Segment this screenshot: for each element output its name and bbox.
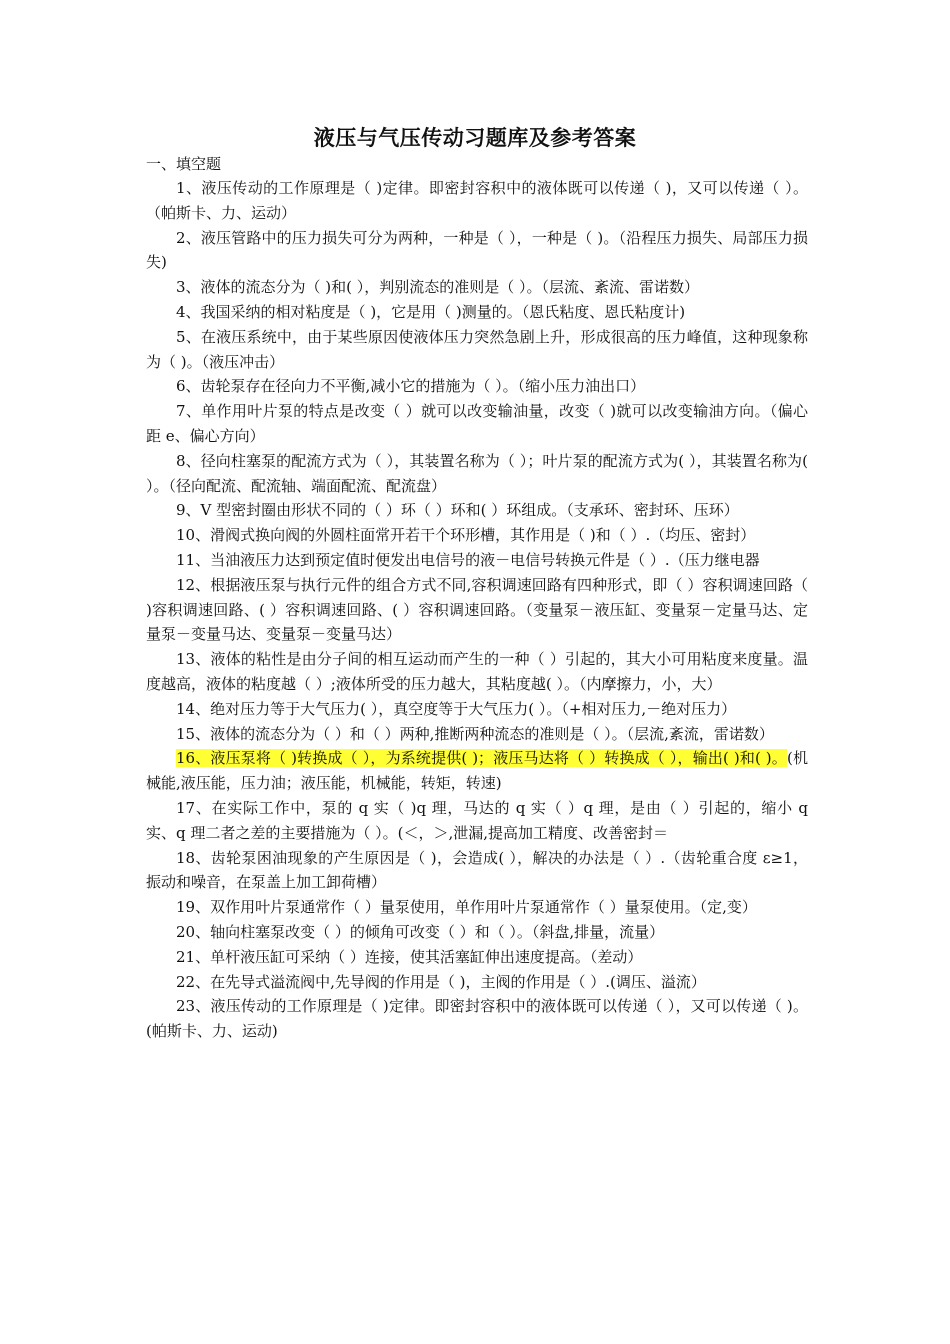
question-list	[146, 176, 808, 1044]
question-item: 14、绝对压力等于大气压力( ），真空度等于大气压力( ）。（+相对压力,－绝对压力）	[176, 699, 737, 718]
question-item: 11、当油液压力达到预定值时便发出电信号的液－电信号转换元件是（ ）.（压力继电器	[176, 550, 760, 569]
question-item: 1、液压传动的工作原理是（ )定律。即密封容积中的液体既可以传递（ )，又可以传递（ ）。（帕斯卡、力、运动）	[146, 179, 808, 222]
question-item: 22、在先导式溢流阀中,先导阀的作用是（ )，主阀的作用是（ ）.(调压、溢流）	[176, 972, 706, 991]
question-item: 13、液体的粘性是由分子间的相互运动而产生的一种（ ）引起的，其大小可用粘度来度量。温度越高，液体的粘度越（ ）;液体所受的压力越大，其粘度越( ）。（内摩擦力，小，大）	[146, 650, 808, 693]
question-item: 17、在实际工作中，泵的 q 实（ )q 理，马达的 q 实（ ）q 理，是由（ ）引起的，缩小 q 实、q 理二者之差的主要措施为（ ）。(＜，＞,泄漏,提高加工精度、改善密封＝	[146, 798, 808, 842]
document-title: 液压与气压传动习题库及参考答案	[313, 126, 637, 150]
question-item: 12、根据液压泵与执行元件的组合方式不同,容积调速回路有四种形式，即（ ）容积调速回路（ )容积调速回路、( ）容积调速回路、( ）容积调速回路。（变量泵－液压缸、变量泵－定量马达、定量泵－变量马达、变量泵－变量马达）	[146, 575, 808, 644]
question-item: 19、双作用叶片泵通常作（ ）量泵使用，单作用叶片泵通常作（ ）量泵使用。（定,变）	[176, 898, 757, 917]
question-item: 8、径向柱塞泵的配流方式为（ ），其装置名称为（ ）；叶片泵的配流方式为( ），其装置名称为( ）。（径向配流、配流轴、端面配流、配流盘）	[146, 451, 808, 495]
question-item: 20、轴向柱塞泵改变（ ）的倾角可改变（ ）和（ ）。（斜盘,排量，流量）	[176, 922, 665, 941]
question-item: 10、滑阀式换向阀的外圆柱面常开若干个环形槽，其作用是（ )和（ ）.（均压、密封）	[176, 526, 756, 545]
answer-text: (机械能,液压能，压力油；液压能，机械能，转矩，转速)	[146, 749, 809, 793]
question-item: 2、液压管路中的压力损失可分为两种，一种是（ ），一种是（ )。（沿程压力损失、局部压力损失)	[146, 228, 808, 272]
question-item: 9、V 型密封圈由形状不同的（ ）环（ ）环和( ）环组成。（支承环、密封环、压环）	[176, 501, 739, 520]
question-item: 7、单作用叶片泵的特点是改变（ ）就可以改变输油量，改变（ )就可以改变输油方向。（偏心距 e、偏心方向）	[146, 402, 808, 445]
question-item: 6、齿轮泵存在径向力不平衡,减小它的措施为（ ）。（缩小压力油出口）	[176, 377, 646, 396]
question-item: 21、单杆液压缸可采纳（ ）连接，使其活塞缸伸出速度提高。（差动）	[176, 947, 643, 966]
question-item-highlighted	[146, 746, 808, 796]
section-heading: 一、填空题	[146, 155, 222, 173]
question-item: 5、在液压系统中，由于某些原因使液体压力突然急剧上升，形成很高的压力峰值，这种现象称为（ )。（液压冲击）	[146, 327, 808, 371]
question-item: 3、液体的流态分为（ )和( ），判别流态的准则是（ ）。（层流、紊流、雷诺数）	[176, 278, 700, 297]
question-item: 18、齿轮泵困油现象的产生原因是（ )，会造成( ），解决的办法是（ ）.（齿轮重合度 ε≥1，振动和噪音，在泵盖上加工卸荷槽）	[146, 848, 808, 892]
question-item: 15、液体的流态分为（ ）和（ ）两种,推断两种流态的准则是（ ）。（层流,紊流，雷诺数）	[176, 724, 774, 743]
question-item: 4、我国采纳的相对粘度是（ )，它是用（ )测量的。（恩氏粘度、恩氏粘度计)	[176, 302, 686, 321]
highlighted-text: 16、液压泵将（ )转换成（ ），为系统提供( )；液压马达将（ ）转换成（ ），输出( )和( )。	[176, 749, 787, 768]
question-item: 23、液压传动的工作原理是（ )定律。即密封容积中的液体既可以传递（ ），又可以传递（ )。(帕斯卡、力、运动)	[146, 997, 808, 1041]
